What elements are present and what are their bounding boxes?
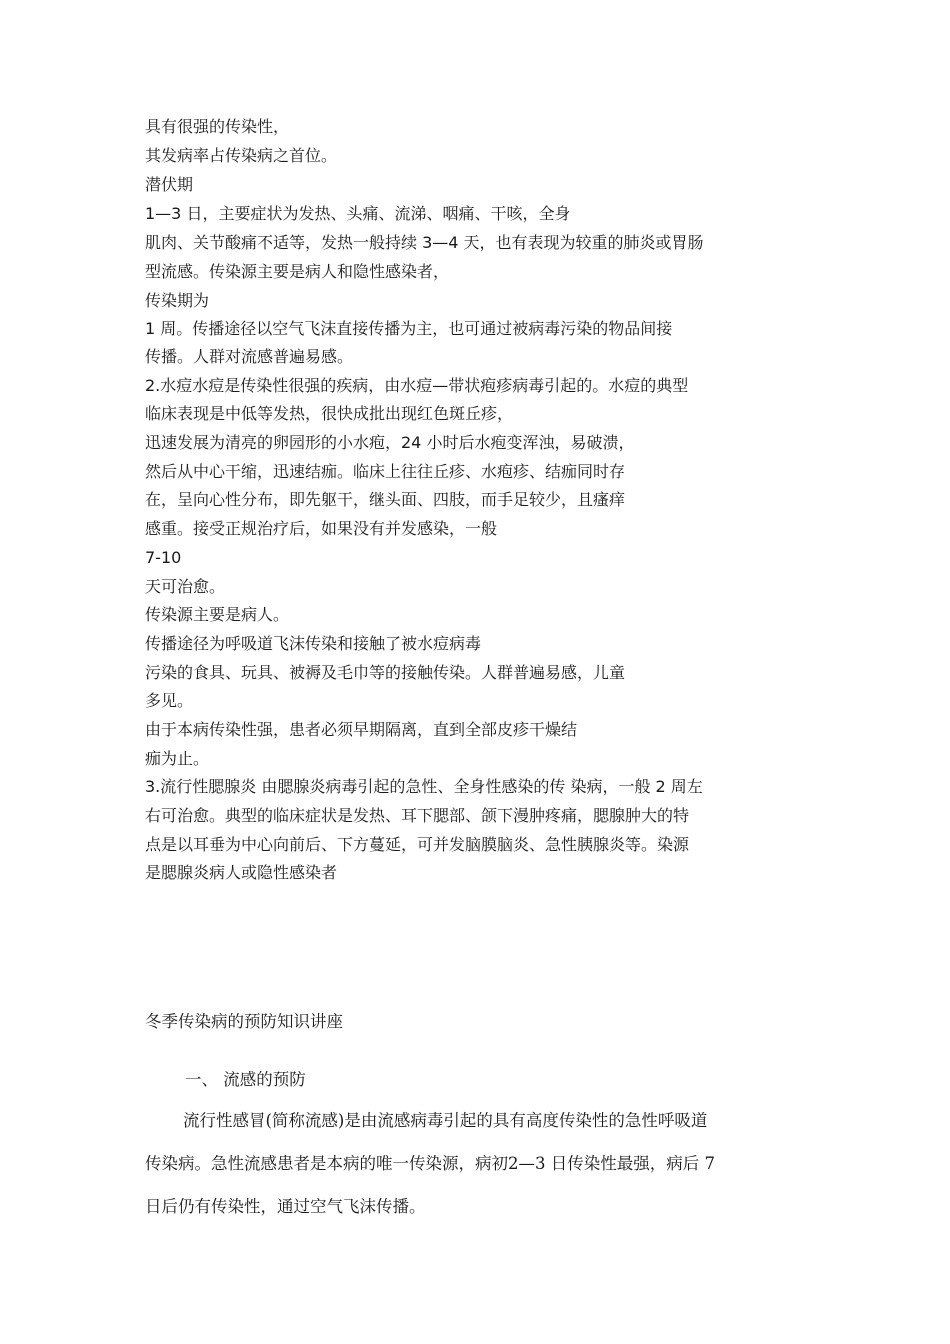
body-paragraph-line: 传染病。急性流感患者是本病的唯一传染源，病初2—3 日传染性最强，病后 7 bbox=[145, 1154, 715, 1173]
text-line: 天可治愈。 bbox=[145, 577, 226, 596]
text-line: 1 周。传播途径以空气飞沫直接传播为主，也可通过被病毒污染的物品间接 bbox=[145, 319, 673, 338]
text-line: 是腮腺炎病人或隐性感染者 bbox=[145, 863, 338, 882]
text-line: 传染期为 bbox=[145, 291, 210, 310]
text-line: 由于本病传染性强，患者必须早期隔离，直到全部皮疹干燥结 bbox=[145, 720, 578, 739]
text-line: 3.流行性腮腺炎 由腮腺炎病毒引起的急性、全身性感染的传 染病，一般 2 周左 bbox=[145, 777, 703, 796]
section-heading: 一、 流感的预防 bbox=[185, 1070, 306, 1089]
text-line: 2.水痘水痘是传染性很强的疾病，由水痘—带状疱疹病毒引起的。水痘的典型 bbox=[145, 376, 689, 395]
text-line: 肌肉、关节酸痛不适等，发热一般持续 3—4 天，也有表现为较重的肺炎或胃肠 bbox=[145, 233, 704, 252]
text-line: 在，呈向心性分布，即先躯干，继头面、四肢，而手足较少，且瘙痒 bbox=[145, 490, 626, 509]
text-line: 其发病率占传染病之首位。 bbox=[145, 146, 338, 165]
text-line: 型流感。传染源主要是病人和隐性感染者， bbox=[145, 262, 450, 281]
text-line: 潜伏期 bbox=[145, 175, 194, 194]
text-line: 传染源主要是病人。 bbox=[145, 605, 290, 624]
lecture-title: 冬季传染病的预防知识讲座 bbox=[145, 1012, 343, 1031]
text-line: 感重。接受正规治疗后，如果没有并发感染，一般 bbox=[145, 519, 498, 538]
text-line: 具有很强的传染性， bbox=[145, 117, 290, 136]
text-line: 传播。人群对流感普遍易感。 bbox=[145, 347, 354, 366]
text-line: 迅速发展为清亮的卵园形的小水疱，24 小时后水疱变浑浊，易破溃， bbox=[145, 433, 635, 452]
text-line: 然后从中心干缩，迅速结痂。临床上往往丘疹、水疱疹、结痂同时存 bbox=[145, 462, 626, 481]
text-line: 1—3 日，主要症状为发热、头痛、流涕、咽痛、干咳，全身 bbox=[145, 204, 571, 223]
text-line: 传播途径为呼吸道飞沫传染和接触了被水痘病毒 bbox=[145, 634, 482, 653]
text-line: 临床表现是中低等发热，很快成批出现红色斑丘疹， bbox=[145, 404, 514, 423]
body-paragraph-line: 流行性感冒(简称流感)是由流感病毒引起的具有高度传染性的急性呼吸道 bbox=[183, 1111, 708, 1130]
text-line: 右可治愈。典型的临床症状是发热、耳下腮部、颌下漫肿疼痛，腮腺肿大的特 bbox=[145, 806, 690, 825]
text-line: 多见。 bbox=[145, 691, 194, 710]
text-line: 点是以耳垂为中心向前后、下方蔓延，可并发脑膜脑炎、急性胰腺炎等。染源 bbox=[145, 835, 690, 854]
text-line: 污染的食具、玩具、被褥及毛巾等的接触传染。人群普遍易感，儿童 bbox=[145, 663, 626, 682]
body-paragraph-line: 日后仍有传染性，通过空气飞沫传播。 bbox=[145, 1197, 426, 1216]
text-line: 痂为止。 bbox=[145, 749, 210, 768]
text-line: 7-10 bbox=[145, 548, 182, 567]
